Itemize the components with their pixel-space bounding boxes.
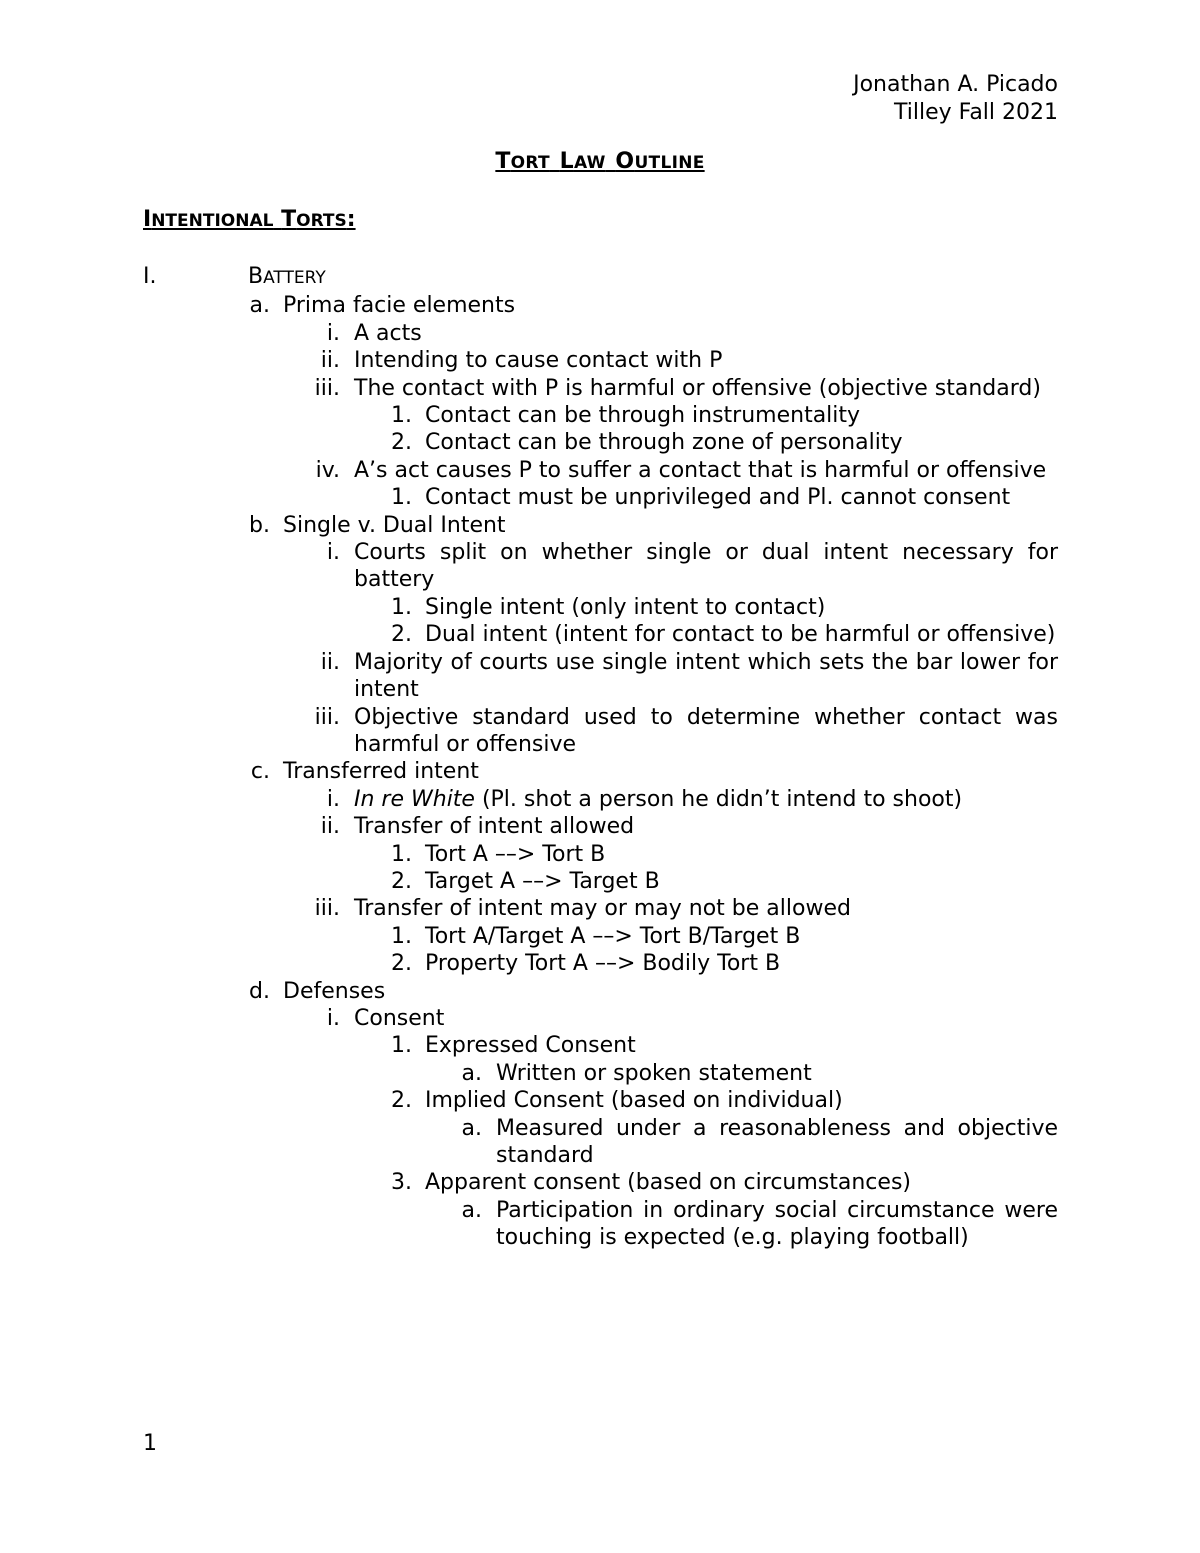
outline-text: Courts split on whether single or dual intent necessary for battery: [354, 540, 1058, 593]
outline-text: Contact can be through zone of personality: [425, 430, 903, 456]
outline-marker: iii.: [314, 704, 340, 730]
outline-item: [0, 895, 1200, 922]
outline-item: [0, 704, 1200, 759]
outline-text: Transfer of intent allowed: [354, 814, 635, 840]
outline-item: [0, 621, 1200, 648]
outline-text: Objective standard used to determine whether contact was harmful or offensive: [354, 704, 1058, 757]
outline-marker: 2.: [391, 430, 412, 456]
outline-marker: a.: [249, 293, 270, 319]
outline-marker: 1.: [391, 1033, 412, 1059]
outline-text: Expressed Consent: [425, 1033, 636, 1059]
outline-text: [354, 786, 1058, 813]
outline-text: Majority of courts use single intent which sets the bar lower for intent: [354, 649, 1058, 703]
outline-item: [0, 263, 1200, 292]
outline-text: Contact must be unprivileged and Pl. cannot consent: [425, 485, 1011, 511]
outline-item: [0, 429, 1200, 456]
outline-marker: b.: [249, 512, 270, 538]
document-title: [0, 144, 1200, 175]
outline-marker: 3.: [391, 1170, 412, 1196]
outline-text: Tort A ––> Tort B: [425, 841, 606, 867]
outline-item: [0, 1169, 1200, 1196]
outline-marker: ii.: [320, 649, 340, 675]
outline-text: Implied Consent (based on individual): [425, 1088, 843, 1114]
outline-marker: 1.: [391, 485, 412, 511]
outline-marker: i.: [326, 1005, 340, 1031]
outline-item: [0, 402, 1200, 429]
outline-marker: 1.: [391, 923, 412, 949]
outline-item: [0, 786, 1200, 813]
outline-text: Transfer of intent may or may not be allowed: [354, 896, 851, 922]
outline-item: [0, 868, 1200, 895]
outline-text: [248, 263, 1058, 292]
outline-marker: i.: [326, 320, 340, 346]
case-name: In re White: [354, 786, 475, 812]
page-number: 1: [143, 1431, 157, 1456]
title-letter: L: [559, 149, 574, 174]
outline-marker: a.: [461, 1197, 482, 1223]
outline-item: [0, 292, 1200, 319]
title-rest: UTLINE: [634, 153, 705, 173]
outline-item: [0, 923, 1200, 950]
outline-text: Contact can be through instrumentality: [425, 403, 861, 429]
section-rest: ORTS: [296, 211, 347, 231]
outline-item: [0, 978, 1200, 1005]
section-colon: :: [346, 207, 356, 232]
section-letter: T: [281, 207, 297, 232]
outline-item: [0, 539, 1200, 594]
outline-text: A acts: [354, 320, 422, 346]
title-letter: O: [615, 149, 635, 174]
outline-list: [0, 263, 1200, 1252]
outline-item: [0, 1005, 1200, 1032]
outline-item: [0, 1115, 1200, 1170]
outline-item: [0, 512, 1200, 539]
outline-marker: i.: [326, 540, 340, 566]
outline-text: Written or spoken statement: [496, 1060, 812, 1086]
outline-marker: a.: [461, 1115, 482, 1141]
outline-marker: iii.: [314, 896, 340, 922]
outline-item: [0, 1060, 1200, 1087]
outline-item: [0, 457, 1200, 484]
outline-text-rest: (Pl. shot a person he didn’t intend to shoot): [474, 786, 963, 812]
outline-text: Defenses: [283, 978, 386, 1004]
outline-marker: I.: [143, 264, 157, 289]
outline-item: [0, 484, 1200, 511]
outline-item: [0, 594, 1200, 621]
outline-text: Transferred intent: [283, 759, 479, 785]
outline-item: [0, 1032, 1200, 1059]
outline-item: [0, 347, 1200, 374]
outline-marker: 2.: [391, 1088, 412, 1114]
outline-marker: iv.: [315, 457, 340, 483]
outline-text: Measured under a reasonableness and objective standard: [496, 1115, 1058, 1168]
outline-marker: 1.: [391, 841, 412, 867]
outline-marker: a.: [461, 1060, 482, 1086]
outline-text: Single v. Dual Intent: [283, 512, 506, 538]
outline-marker: i.: [326, 786, 340, 812]
outline-marker: iii.: [314, 375, 340, 401]
small-caps-initial: B: [248, 264, 264, 289]
small-caps-rest: ATTERY: [263, 268, 326, 288]
outline-marker: 2.: [391, 951, 412, 977]
outline-text: Target A ––> Target B: [425, 868, 660, 894]
outline-marker: 1.: [391, 403, 412, 429]
outline-item: [0, 758, 1200, 785]
outline-text: Consent: [354, 1005, 445, 1031]
outline-item: [0, 841, 1200, 868]
title-letter: T: [495, 149, 511, 174]
outline-item: [0, 950, 1200, 977]
section-rest: NTENTIONAL: [151, 211, 274, 231]
section-letter: I: [143, 207, 152, 232]
outline-item: [0, 649, 1200, 704]
outline-text: The contact with P is harmful or offensive (objective standard): [354, 375, 1041, 401]
outline-marker: d.: [249, 978, 270, 1004]
outline-marker: c.: [250, 759, 270, 785]
outline-text: Tort A/Target A ––> Tort B/Target B: [425, 923, 801, 949]
outline-item: [0, 375, 1200, 402]
outline-item: [0, 813, 1200, 840]
section-heading: [143, 207, 356, 232]
outline-text: Intending to cause contact with P: [354, 348, 723, 374]
title-rest: AW: [573, 153, 606, 173]
course-term: Tilley Fall 2021: [894, 100, 1058, 125]
outline-text: Single intent (only intent to contact): [425, 594, 826, 620]
author-name: Jonathan A. Picado: [853, 72, 1058, 97]
outline-text: Participation in ordinary social circumstance were touching is expected (e.g. playing football): [496, 1197, 1058, 1251]
outline-text: Dual intent (intent for contact to be harmful or offensive): [425, 622, 1056, 648]
outline-text: A’s act causes P to suffer a contact that is harmful or offensive: [354, 457, 1047, 483]
outline-item: [0, 320, 1200, 347]
outline-marker: 1.: [391, 594, 412, 620]
title-rest: ORT: [510, 153, 550, 173]
outline-marker: 2.: [391, 622, 412, 648]
outline-text: Apparent consent (based on circumstances): [425, 1170, 911, 1196]
outline-item: [0, 1087, 1200, 1114]
outline-marker: ii.: [320, 814, 340, 840]
outline-marker: 2.: [391, 868, 412, 894]
outline-marker: ii.: [320, 348, 340, 374]
outline-item: [0, 1197, 1200, 1252]
outline-text: Prima facie elements: [283, 293, 516, 319]
outline-text: Property Tort A ––> Bodily Tort B: [425, 951, 781, 977]
